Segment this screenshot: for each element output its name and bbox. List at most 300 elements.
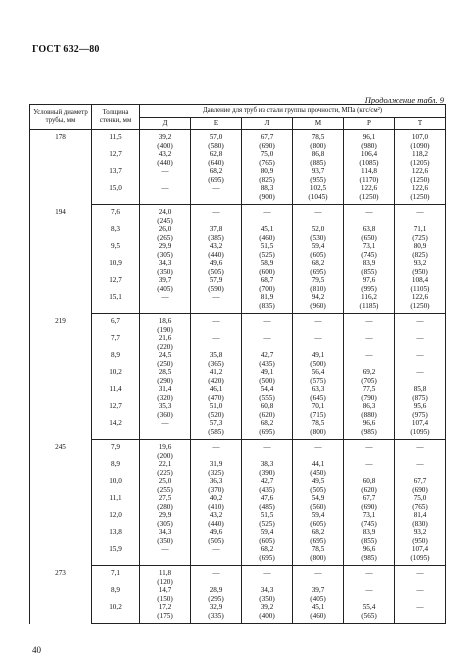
pressure-mpa: 57,9	[209, 276, 223, 284]
pressure-kgf: (1205)	[410, 158, 430, 167]
pressure-cell	[242, 225, 293, 242]
pressure-mpa: 11,8	[158, 569, 172, 577]
pressure-mpa: 83,9	[362, 259, 376, 267]
pressure-mpa: —	[314, 208, 322, 216]
pressure-mpa: 49,6	[209, 259, 223, 267]
pressure-mpa: 54,4	[260, 385, 274, 393]
pressure-cell	[344, 402, 395, 419]
pressure-mpa: 47,6	[260, 494, 274, 502]
pressure-mpa: —	[212, 443, 220, 451]
pressure-cell	[395, 402, 446, 419]
pressure-mpa: 102,5	[309, 184, 327, 192]
pressure-cell	[191, 293, 242, 314]
pressure-mpa: —	[365, 586, 373, 594]
pressure-kgf: (1250)	[359, 192, 379, 201]
pressure-cell	[140, 334, 191, 351]
pressure-mpa: 67,7	[362, 494, 376, 502]
pressure-cell	[344, 545, 395, 566]
pressure-cell	[344, 259, 395, 276]
pressure-mpa: —	[263, 443, 271, 451]
pressure-cell	[191, 242, 242, 259]
pressure-cell	[242, 242, 293, 259]
thickness-cell: 7,6	[92, 205, 140, 226]
pressure-mpa: —	[365, 569, 373, 577]
pressure-cell	[395, 566, 446, 587]
pressure-kgf: (985)	[361, 427, 377, 436]
pressure-cell	[242, 385, 293, 402]
pressure-kgf: (825)	[259, 175, 275, 184]
pressure-mpa: 59,4	[311, 242, 325, 250]
pressure-kgf: (835)	[259, 301, 275, 310]
pressure-cell	[140, 259, 191, 276]
pressure-mpa: 49,6	[209, 528, 223, 536]
table-row	[30, 150, 446, 167]
pressure-kgf: (1185)	[359, 301, 379, 310]
pressure-cell	[395, 460, 446, 477]
pressure-kgf: (575)	[310, 376, 326, 385]
table-row	[30, 205, 446, 226]
pressure-cell	[242, 511, 293, 528]
pressure-mpa: 49,1	[311, 351, 325, 359]
pressure-kgf: (875)	[412, 393, 428, 402]
pressure-cell	[140, 511, 191, 528]
pressure-cell	[344, 440, 395, 461]
pressure-kgf: (440)	[157, 158, 173, 167]
pressure-cell	[395, 259, 446, 276]
pressure-cell	[191, 511, 242, 528]
table-row	[30, 130, 446, 151]
pressure-cell	[293, 419, 344, 440]
pressure-mpa: —	[365, 208, 373, 216]
pressure-kgf: (505)	[310, 485, 326, 494]
pressure-kgf: (950)	[412, 267, 428, 276]
pressure-mpa: 59,4	[260, 528, 274, 536]
pressure-cell	[293, 545, 344, 566]
pressure-mpa: 62,8	[209, 150, 223, 158]
pressure-kgf: (200)	[157, 451, 173, 460]
pressure-cell	[293, 528, 344, 545]
pressure-cell	[140, 225, 191, 242]
pressure-mpa: 78,5	[311, 419, 325, 427]
pressure-cell	[242, 150, 293, 167]
pressure-cell	[293, 293, 344, 314]
pressure-kgf: (500)	[310, 359, 326, 368]
pressure-cell	[140, 184, 191, 205]
pressure-mpa: 60,8	[362, 477, 376, 485]
thickness-cell: 12,7	[92, 402, 140, 419]
pressure-mpa: 81,4	[413, 511, 427, 519]
pressure-kgf: (605)	[310, 250, 326, 259]
pressure-cell	[344, 511, 395, 528]
pressure-kgf: (745)	[361, 250, 377, 259]
pressure-kgf: (525)	[259, 519, 275, 528]
pressure-cell	[242, 440, 293, 461]
pressure-kgf: (790)	[361, 393, 377, 402]
pressure-kgf: (365)	[208, 359, 224, 368]
pressure-mpa: —	[416, 368, 424, 376]
pressure-cell	[242, 528, 293, 545]
pressure-cell	[395, 184, 446, 205]
pressure-mpa: 34,3	[260, 586, 274, 594]
pressure-kgf: (900)	[259, 192, 275, 201]
pressure-cell	[242, 603, 293, 624]
pressure-cell	[191, 150, 242, 167]
pressure-kgf: (305)	[157, 519, 173, 528]
table-row	[30, 167, 446, 184]
pressure-mpa: 75,0	[260, 150, 274, 158]
pressure-mpa: —	[263, 208, 271, 216]
pressure-kgf: (555)	[259, 393, 275, 402]
pressure-kgf: (220)	[157, 342, 173, 351]
thickness-cell: 8,9	[92, 586, 140, 603]
pressure-mpa: 93,2	[413, 259, 427, 267]
pressure-cell	[395, 440, 446, 461]
pressure-mpa: —	[365, 443, 373, 451]
grade-header-d: Д	[140, 118, 191, 130]
pressure-mpa: 49,5	[311, 477, 325, 485]
table-continuation-label: Продолжение табл. 9	[364, 95, 444, 105]
pressure-cell	[293, 184, 344, 205]
pressure-kgf: (975)	[412, 410, 428, 419]
pressure-kgf: (390)	[259, 468, 275, 477]
pressure-kgf: (1090)	[410, 141, 430, 150]
pressure-cell	[191, 368, 242, 385]
pressure-cell	[395, 334, 446, 351]
pressure-cell	[344, 419, 395, 440]
pressure-cell	[344, 528, 395, 545]
pressure-kgf: (420)	[208, 376, 224, 385]
pressure-mpa: 114,8	[361, 167, 377, 175]
thickness-cell: 8,3	[92, 225, 140, 242]
pressure-mpa: 31,9	[209, 460, 223, 468]
pressure-mpa: 29,9	[158, 242, 172, 250]
pressure-cell	[242, 351, 293, 368]
pressure-mpa: 38,3	[260, 460, 274, 468]
thickness-cell: 11,5	[92, 130, 140, 151]
pressure-kgf: (410)	[208, 502, 224, 511]
pressure-mpa: —	[416, 317, 424, 325]
pressure-mpa: 34,3	[158, 528, 172, 536]
thickness-cell: 8,9	[92, 460, 140, 477]
pressure-mpa: 107,4	[411, 419, 429, 427]
pressure-mpa: 19,6	[158, 443, 172, 451]
pressure-mpa: 49,1	[260, 368, 274, 376]
pressure-mpa: 68,2	[311, 528, 325, 536]
pressure-mpa: 28,9	[209, 586, 223, 594]
pressure-kgf: (460)	[310, 611, 326, 620]
pressure-mpa: 39,7	[311, 586, 325, 594]
pressure-cell	[191, 314, 242, 335]
grade-header-m: М	[293, 118, 344, 130]
pressure-cell	[191, 494, 242, 511]
pressure-mpa: 58,9	[260, 259, 274, 267]
pressure-mpa: 22,1	[158, 460, 172, 468]
thickness-cell: 7,1	[92, 566, 140, 587]
pressure-kgf: (335)	[208, 611, 224, 620]
pressure-mpa: 122,6	[411, 167, 429, 175]
pressure-cell	[344, 603, 395, 624]
pressure-cell	[140, 494, 191, 511]
table-row	[30, 368, 446, 385]
pressure-kgf: (810)	[310, 284, 326, 293]
pressure-mpa: —	[314, 317, 322, 325]
pressure-cell	[344, 460, 395, 477]
thickness-cell: 12,0	[92, 511, 140, 528]
pressure-mpa: 51,5	[260, 242, 274, 250]
pressure-mpa: 118,2	[412, 150, 428, 158]
pressure-cell	[293, 440, 344, 461]
thickness-cell: 6,7	[92, 314, 140, 335]
pressure-mpa: 32,9	[209, 603, 223, 611]
pressure-cell	[395, 293, 446, 314]
pressure-kgf: (500)	[259, 376, 275, 385]
pressure-kgf: (650)	[361, 233, 377, 242]
table-row	[30, 511, 446, 528]
pressure-cell	[344, 586, 395, 603]
grade-header-r: Р	[344, 118, 395, 130]
pressure-cell	[293, 130, 344, 151]
pressure-kgf: (440)	[208, 519, 224, 528]
pressure-cell	[395, 528, 446, 545]
pressure-mpa: 39,2	[158, 133, 172, 141]
pressure-kgf: (695)	[310, 267, 326, 276]
pressure-kgf: (620)	[259, 410, 275, 419]
pressure-mpa: 71,1	[413, 225, 427, 233]
table-row	[30, 402, 446, 419]
table-row	[30, 334, 446, 351]
pressure-kgf: (435)	[259, 485, 275, 494]
pressure-cell	[293, 368, 344, 385]
pressure-cell	[191, 477, 242, 494]
pressure-cell	[191, 545, 242, 566]
pressure-kgf: (855)	[361, 267, 377, 276]
table-row	[30, 440, 446, 461]
table-row	[30, 545, 446, 566]
pressure-cell	[344, 351, 395, 368]
pressure-cell	[191, 460, 242, 477]
pressure-mpa: 69,2	[362, 368, 376, 376]
pressure-kgf: (120)	[157, 577, 173, 586]
pressure-cell	[293, 334, 344, 351]
thickness-cell: 12,7	[92, 276, 140, 293]
pressure-cell	[242, 167, 293, 184]
pressure-mpa: 68,2	[260, 419, 274, 427]
pressure-cell	[140, 314, 191, 335]
thickness-cell: 11,1	[92, 494, 140, 511]
pressure-cell	[395, 368, 446, 385]
column-header-pressure-group: Давление для труб из стали группы прочности, МПа (кгс/см²)	[140, 105, 446, 118]
pressure-mpa: 79,5	[311, 276, 325, 284]
pressure-cell	[242, 259, 293, 276]
pressure-kgf: (470)	[208, 393, 224, 402]
pressure-kgf: (400)	[157, 141, 173, 150]
pressure-cell	[191, 402, 242, 419]
pressure-mpa: 40,2	[209, 494, 223, 502]
pressure-mpa: 18,6	[158, 317, 172, 325]
pressure-mpa: 106,4	[360, 150, 378, 158]
grade-header-e: Е	[191, 118, 242, 130]
pressure-kgf: (605)	[310, 519, 326, 528]
table-row	[30, 494, 446, 511]
table-body	[30, 130, 446, 624]
pressure-mpa: —	[263, 569, 271, 577]
table-row	[30, 351, 446, 368]
thickness-cell: 11,4	[92, 385, 140, 402]
pressure-cell	[293, 276, 344, 293]
pressure-cell	[140, 351, 191, 368]
pressure-mpa: —	[161, 184, 169, 192]
table-row	[30, 419, 446, 440]
pressure-mpa: 46,1	[209, 385, 223, 393]
pressure-cell	[293, 385, 344, 402]
pressure-mpa: 63,8	[362, 225, 376, 233]
pressure-kgf: (190)	[157, 325, 173, 334]
pressure-mpa: 75,0	[413, 494, 427, 502]
pressure-mpa: —	[416, 569, 424, 577]
pressure-mpa: 59,4	[311, 511, 325, 519]
pressure-cell	[293, 259, 344, 276]
pressure-cell	[395, 130, 446, 151]
pressure-kgf: (485)	[259, 502, 275, 511]
pressure-mpa: 56,4	[311, 368, 325, 376]
column-header-thickness: Толщина стенки, мм	[92, 105, 140, 130]
thickness-cell: 15,0	[92, 184, 140, 205]
pressure-cell	[140, 419, 191, 440]
pressure-mpa: 88,3	[260, 184, 274, 192]
pressure-cell	[395, 351, 446, 368]
pressure-mpa: 80,9	[260, 167, 274, 175]
thickness-cell: 10,9	[92, 259, 140, 276]
pressure-cell	[344, 167, 395, 184]
pressure-cell	[242, 566, 293, 587]
pressure-cell	[395, 545, 446, 566]
pressure-mpa: 37,8	[209, 225, 223, 233]
pressure-kgf: (995)	[361, 284, 377, 293]
pressure-cell	[191, 205, 242, 226]
table-row	[30, 259, 446, 276]
pressure-cell	[140, 167, 191, 184]
pressure-cell	[395, 314, 446, 335]
pressure-cell	[293, 603, 344, 624]
pressure-mpa: —	[365, 334, 373, 342]
pressure-kgf: (245)	[157, 216, 173, 225]
pressure-cell	[293, 511, 344, 528]
pressure-mpa: 107,0	[411, 133, 429, 141]
pressure-mpa: 25,0	[158, 477, 172, 485]
pressure-kgf: (450)	[310, 468, 326, 477]
pressure-mpa: 42,7	[260, 477, 274, 485]
pressure-cell	[140, 402, 191, 419]
thickness-cell: 7,9	[92, 440, 140, 461]
pressure-mpa: 21,6	[158, 334, 172, 342]
pressure-cell	[344, 293, 395, 314]
pressure-cell	[140, 130, 191, 151]
thickness-cell: 8,9	[92, 351, 140, 368]
pressure-cell	[395, 586, 446, 603]
pressure-cell	[140, 603, 191, 624]
pressure-mpa: —	[416, 586, 424, 594]
pressure-mpa: —	[365, 351, 373, 359]
pressure-mpa: 78,5	[311, 545, 325, 553]
pressure-mpa: 43,2	[209, 242, 223, 250]
pressure-mpa: 68,2	[311, 259, 325, 267]
pressure-mpa: —	[416, 460, 424, 468]
pressure-kgf: (350)	[157, 536, 173, 545]
grade-header-t: Т	[395, 118, 446, 130]
pressure-mpa: 51,5	[260, 511, 274, 519]
pressure-cell	[140, 276, 191, 293]
pressure-cell	[395, 385, 446, 402]
pressure-kgf: (1250)	[410, 175, 430, 184]
pressure-cell	[344, 150, 395, 167]
pressure-kgf: (980)	[361, 141, 377, 150]
pressure-cell	[293, 566, 344, 587]
pressure-kgf: (690)	[361, 502, 377, 511]
pressure-mpa: —	[212, 545, 220, 553]
table-row	[30, 242, 446, 259]
pressure-mpa: 31,4	[158, 385, 172, 393]
pressure-cell	[344, 334, 395, 351]
pressure-cell	[344, 242, 395, 259]
pressure-kgf: (590)	[208, 284, 224, 293]
pressure-kgf: (1095)	[410, 427, 430, 436]
pressure-kgf: (830)	[412, 519, 428, 528]
pressure-mpa: 97,6	[362, 276, 376, 284]
pressure-cell	[191, 259, 242, 276]
pressure-cell	[140, 205, 191, 226]
pressure-cell	[395, 511, 446, 528]
pressure-mpa: 42,7	[260, 351, 274, 359]
pressure-cell	[140, 477, 191, 494]
pressure-kgf: (560)	[310, 502, 326, 511]
pressure-mpa: 86,8	[311, 150, 325, 158]
pressure-cell	[140, 566, 191, 587]
table-row	[30, 276, 446, 293]
pressure-kgf: (695)	[259, 553, 275, 562]
pressure-mpa: 80,9	[413, 242, 427, 250]
pressure-mpa: —	[161, 167, 169, 175]
pressure-kgf: (385)	[208, 233, 224, 242]
pressure-mpa: 96,6	[362, 419, 376, 427]
pressure-cell	[191, 603, 242, 624]
pressure-kgf: (695)	[208, 175, 224, 184]
pressure-mpa: —	[212, 569, 220, 577]
document-header: ГОСТ 632—80	[32, 44, 100, 55]
pressure-mpa: 52,0	[311, 225, 325, 233]
pressure-kgf: (265)	[157, 233, 173, 242]
pressure-cell	[191, 184, 242, 205]
pressure-mpa: 36,3	[209, 477, 223, 485]
table-row	[30, 184, 446, 205]
thickness-cell: 15,1	[92, 293, 140, 314]
pressure-kgf: (405)	[157, 284, 173, 293]
pressure-kgf: (765)	[259, 158, 275, 167]
pressure-cell	[293, 167, 344, 184]
pressure-cell	[191, 385, 242, 402]
pressure-kgf: (800)	[310, 427, 326, 436]
pressure-kgf: (1105)	[410, 284, 430, 293]
pressure-kgf: (700)	[259, 284, 275, 293]
pressure-kgf: (705)	[361, 376, 377, 385]
pressure-kgf: (505)	[208, 536, 224, 545]
pressure-kgf: (290)	[157, 376, 173, 385]
pressure-mpa: 107,4	[411, 545, 429, 553]
pressure-kgf: (440)	[208, 250, 224, 259]
pressure-cell	[395, 167, 446, 184]
pressure-mpa: 73,1	[362, 242, 376, 250]
pressure-kgf: (825)	[412, 250, 428, 259]
pressure-kgf: (955)	[310, 175, 326, 184]
